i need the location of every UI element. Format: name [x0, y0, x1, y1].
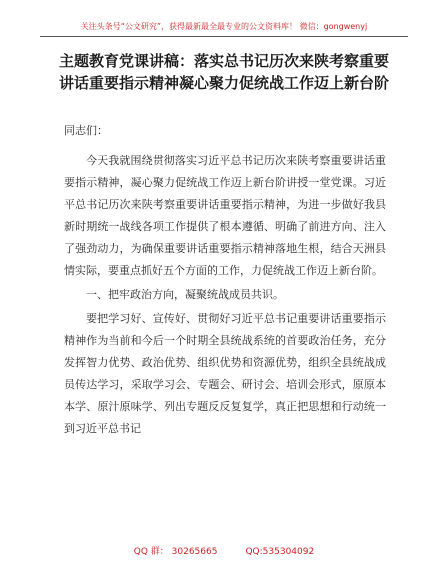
salutation: 同志们：	[64, 124, 108, 137]
footer-qq-group: QQ 群： 30265665	[133, 547, 218, 557]
document-title: 主题教育党课讲稿：落实总书记历次来陕考察重要讲话重要指示精神凝心聚力促统战工作迈上新台阶	[58, 52, 389, 92]
paragraph-intro: 今天我就围绕贯彻落实习近平总书记历次来陕考察重要讲话重要指示精神，凝心聚力促统战工作迈上新台阶讲授一堂党课。习近平总书记历次来陕考察重要讲话重要指示精神，为进一步做好我县新时期统一战线各项工作提供了根本遵循、明确了前进方向、注入了强劲动力，为确保重要讲话重要指示精神落地生根，结合天洲县情实际，要重点抓好五个方面的工作，力促统战工作迈上新台阶。	[64, 154, 386, 277]
document-body	[64, 120, 386, 442]
footer-contact	[0, 544, 448, 557]
header-banner-text: 关注头条号“公文研究”，获得最新最全最专业的公文资料库！ 微信：gongwenyj	[80, 22, 368, 31]
header-banner	[40, 14, 408, 37]
footer-qq: QQ:535304092	[245, 547, 315, 557]
section-heading-1: 一、把牢政治方向，凝聚统战成员共识。	[86, 288, 284, 301]
paragraph-section-1: 要把学习好、宣传好、贯彻好习近平总书记重要讲话重要指示精神作为当前和今后一个时期全县统战系统的首要政治任务，充分发挥智力优势、政治优势、组织优势和资源优势，组织全县统战成员传达学习，采取学习会、专题会、研讨会、培训会形式，原原本本学、原汁原味学、列出专题反反复复学，真正把思想和行动统一到习近平总书记	[64, 312, 386, 435]
